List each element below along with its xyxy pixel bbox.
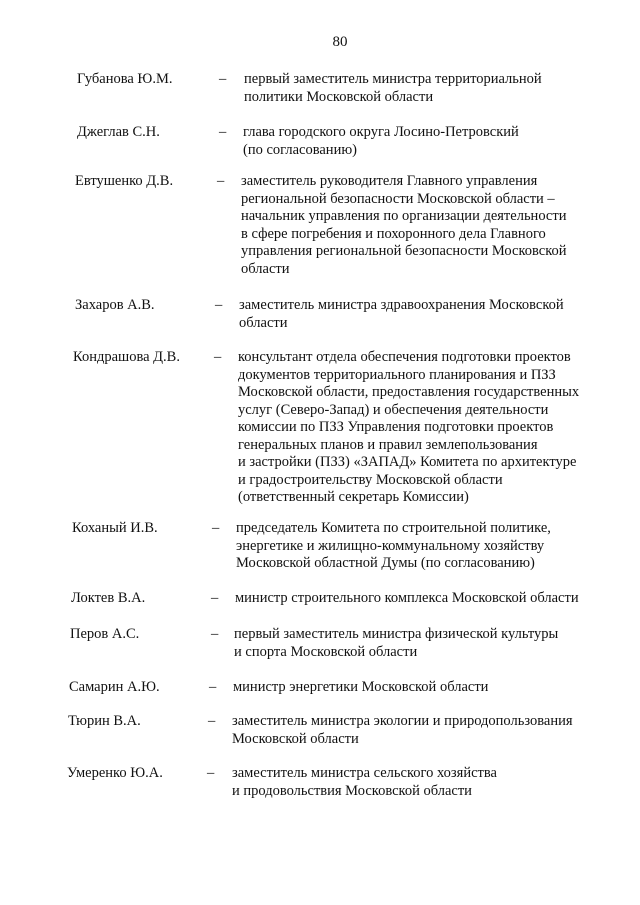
member-position xyxy=(239,297,609,332)
member-name: Умеренко Ю.А. xyxy=(67,765,163,781)
member-position xyxy=(232,765,602,800)
separator-dash: – xyxy=(219,71,227,87)
position-line: Московской областной Думы (по согласованию) xyxy=(236,555,535,571)
position-line: и продовольствия Московской области xyxy=(232,782,472,799)
member-position xyxy=(234,626,604,661)
member-position xyxy=(238,349,608,507)
position-line: консультант отдела обеспечения подготовки проектов xyxy=(238,349,571,365)
separator-dash: – xyxy=(219,124,227,140)
position-line: министр строительного комплекса Московской области xyxy=(235,590,579,606)
position-line: управления региональной безопасности Московской xyxy=(241,243,567,259)
position-line: председатель Комитета по строительной политике, xyxy=(236,520,551,536)
position-line: услуг (Северо-Запад) и обеспечения деятельности xyxy=(238,401,549,418)
member-name: Самарин А.Ю. xyxy=(69,679,160,695)
member-name: Кондрашова Д.В. xyxy=(73,349,180,365)
member-name: Тюрин В.А. xyxy=(68,713,141,729)
position-line: Московской области xyxy=(232,730,359,747)
position-line: первый заместитель министра физической культуры xyxy=(234,626,559,642)
position-line: области xyxy=(241,260,290,277)
member-name: Евтушенко Д.В. xyxy=(75,173,174,189)
separator-dash: – xyxy=(211,590,219,606)
position-line: документов территориального планирования и ПЗЗ xyxy=(238,366,556,383)
separator-dash: – xyxy=(207,765,215,781)
position-line: глава городского округа Лосино-Петровский xyxy=(243,124,519,140)
position-line: энергетике и жилищно-коммунальному хозяйству xyxy=(236,537,545,554)
separator-dash: – xyxy=(209,679,217,695)
page-number: 80 xyxy=(332,34,348,50)
member-name: Губанова Ю.М. xyxy=(77,71,173,87)
position-line: заместитель руководителя Главного управления xyxy=(241,173,538,189)
position-line: (ответственный секретарь Комиссии) xyxy=(238,489,469,505)
separator-dash: – xyxy=(212,520,220,536)
position-line: (по согласованию) xyxy=(243,141,357,158)
position-line: заместитель министра экологии и природопользования xyxy=(232,713,573,729)
member-name: Джеглав С.Н. xyxy=(77,124,160,140)
member-name: Коханый И.В. xyxy=(72,520,158,536)
position-line: и спорта Московской области xyxy=(234,643,418,660)
separator-dash: – xyxy=(211,626,219,642)
position-line: и застройки (ПЗЗ) «ЗАПАД» Комитета по архитектуре xyxy=(238,454,577,470)
separator-dash: – xyxy=(217,173,225,189)
member-position xyxy=(241,173,611,278)
position-line: региональной безопасности Московской области – xyxy=(241,190,555,207)
member-position xyxy=(243,124,613,159)
position-line: и градостроительству Московской области xyxy=(238,471,503,488)
member-position xyxy=(244,71,614,106)
position-line: в сфере погребения и похоронного дела Главного xyxy=(241,225,546,242)
member-name: Локтев В.А. xyxy=(71,590,146,606)
member-position xyxy=(235,590,605,608)
position-line: начальник управления по организации деятельности xyxy=(241,208,567,224)
position-line: комиссии по ПЗЗ Управления подготовки проектов xyxy=(238,419,554,435)
member-position xyxy=(232,713,602,748)
position-line: Московской области, предоставления государственных xyxy=(238,384,580,400)
position-line: первый заместитель министра территориальной xyxy=(244,71,542,87)
position-line: политики Московской области xyxy=(244,88,434,105)
separator-dash: – xyxy=(208,713,216,729)
position-line: области xyxy=(239,314,288,331)
position-line: министр энергетики Московской области xyxy=(233,679,489,695)
position-line: заместитель министра здравоохранения Московской xyxy=(239,297,564,313)
member-name: Захаров А.В. xyxy=(75,297,155,313)
member-position xyxy=(236,520,606,573)
member-position xyxy=(233,679,603,697)
separator-dash: – xyxy=(215,297,223,313)
position-line: генеральных планов и правил землепользования xyxy=(238,436,538,453)
member-name: Перов А.С. xyxy=(70,626,140,642)
position-line: заместитель министра сельского хозяйства xyxy=(232,765,497,781)
separator-dash: – xyxy=(214,349,222,365)
